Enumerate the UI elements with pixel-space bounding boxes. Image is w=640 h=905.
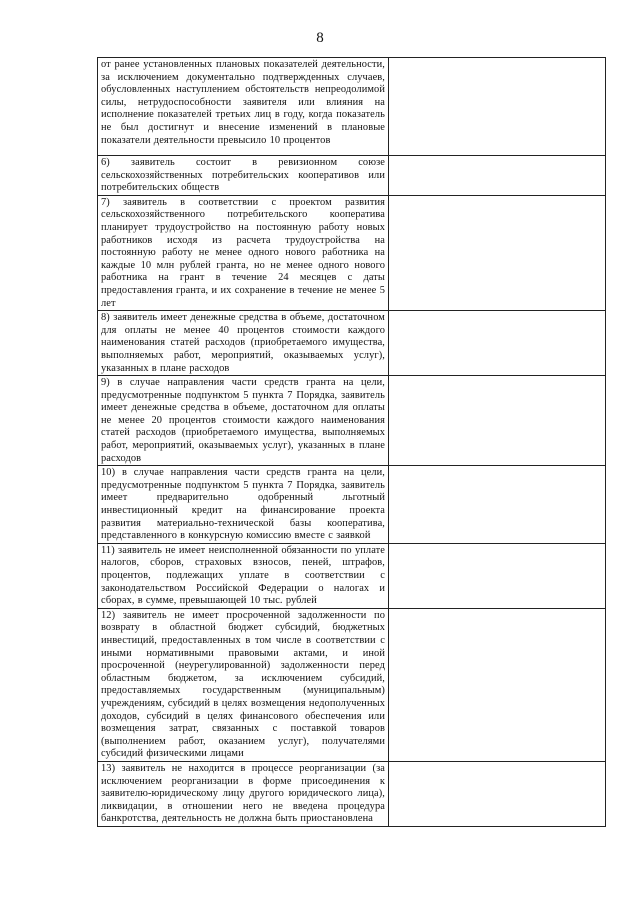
criterion-value-cell bbox=[389, 466, 606, 544]
criterion-value-cell bbox=[389, 195, 606, 310]
criterion-text: 10) в случае направления части средств гранта на цели, предусмотренные подпунктом 5 пункта 7 Порядка, заявитель имеет предварительно одобренный льготный инвестиционный кредит на финансирование проекта развития материально-технической базы кооператива, представленного в конкурсную комиссию вместе с заявкой bbox=[98, 466, 389, 544]
criterion-text: 9) в случае направления части средств гранта на цели, предусмотренные подпунктом 5 пункта 7 Порядка, заявитель имеет денежные средства в объеме, достаточном для оплаты не менее 20 процентов стоимости каждого наименования статей расходов (приобретаемого имущества, выполняемых работ, мероприятий, оказываемых услуг), указанных в плане расходов bbox=[98, 376, 389, 466]
criterion-text: 11) заявитель не имеет неисполненной обязанности по уплате налогов, сборов, страховых взносов, пеней, штрафов, процентов, подлежащих уплате в соответствии с законодательством Российской Федерации о налогах и сборах, в сумме, превышающей 10 тыс. рублей bbox=[98, 543, 389, 608]
table-row bbox=[98, 543, 606, 608]
table-row bbox=[98, 761, 606, 826]
criterion-value-cell bbox=[389, 543, 606, 608]
table-row bbox=[98, 311, 606, 376]
table-row bbox=[98, 376, 606, 466]
criterion-value-cell bbox=[389, 58, 606, 156]
criterion-text: 7) заявитель в соответствии с проектом развития сельскохозяйственного потребительского кооператива планирует трудоустройство на постоянную работу новых работников исходя из расчета трудоустройства на постоянную работу не менее одного нового работника на каждые 10 млн рублей гранта, но не менее одного нового работника на грант в течение 24 месяцев с даты предоставления гранта, и их сохранение в течение не менее 5 лет bbox=[98, 195, 389, 310]
table-row bbox=[98, 608, 606, 761]
criterion-value-cell bbox=[389, 156, 606, 196]
criterion-text: от ранее установленных плановых показателей деятельности, за исключением документально подтвержденных случаев, обусловленных наступлением обстоятельств непреодолимой силы, нетрудоспособности заявителя или влияния на исполнение показателей третьих лиц в году, когда показатель не был достигнут и внесение изменений в плановые показатели деятельности превысило 10 процентов bbox=[98, 58, 389, 156]
criterion-value-cell bbox=[389, 761, 606, 826]
criterion-text: 6) заявитель состоит в ревизионном союзе сельскохозяйственных потребительских кооперативов или потребительских обществ bbox=[98, 156, 389, 196]
criterion-text: 8) заявитель имеет денежные средства в объеме, достаточном для оплаты не менее 40 процентов стоимости каждого наименования статей расходов (приобретаемого имущества, выполняемых работ, мероприятий, оказываемых услуг), указанных в плане расходов bbox=[98, 311, 389, 376]
criterion-value-cell bbox=[389, 608, 606, 761]
criterion-value-cell bbox=[389, 376, 606, 466]
page-number: 8 bbox=[316, 30, 324, 46]
table-row bbox=[98, 466, 606, 544]
table-row bbox=[98, 156, 606, 196]
table-row bbox=[98, 195, 606, 310]
criterion-text: 12) заявитель не имеет просроченной задолженности по возврату в областной бюджет субсидий, бюджетных инвестиций, предоставленных в том числе в соответствии с иными нормативными правовыми актами, и иной просроченной (неурегулированной) задолженности перед областным бюджетом, за исключением субсидий, предоставляемых государственным (муниципальным) учреждениям, субсидий в целях возмещения недополученных доходов, субсидий в целях финансового обеспечения или возмещения затрат, связанных с поставкой товаров (выполнением работ, оказанием услуг), получателями субсидий физическими лицами bbox=[98, 608, 389, 761]
criterion-value-cell bbox=[389, 311, 606, 376]
criteria-table bbox=[97, 57, 606, 827]
criterion-text: 13) заявитель не находится в процессе реорганизации (за исключением реорганизации в форме присоединения к заявителю-юридическому лицу другого юридического лица), ликвидации, в отношении него не введена процедура банкротства, деятельность не должна быть приостановлена bbox=[98, 761, 389, 826]
table-row bbox=[98, 58, 606, 156]
